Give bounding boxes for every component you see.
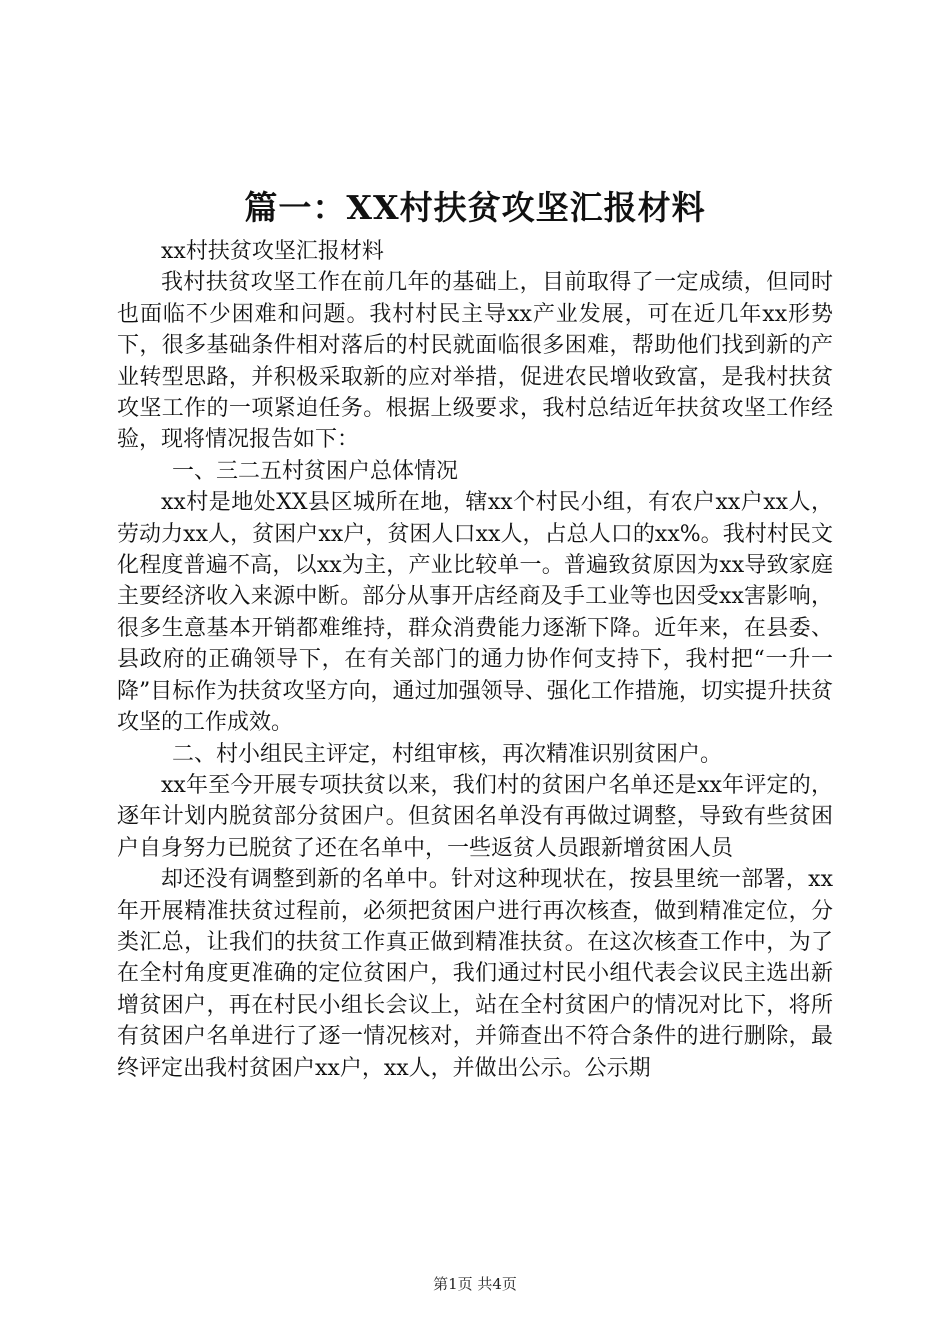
section-heading: 二、村小组民主评定，村组审核，再次精准识别贫困户。 <box>172 741 723 767</box>
document-body <box>117 236 833 1084</box>
body-paragraph: 我村扶贫攻坚工作在前几年的基础上，目前取得了一定成绩，但同时也面临不少困难和问题。我村村民主导xx产业发展，可在近几年xx形势下，很多基础条件相对落后的村民就面临很多困难，帮助他们找到新的产业转型思路，并积极采取新的应对举措，促进农民增收致富，是我村扶贫攻坚工作的一项紧迫任务。根据上级要求，我村总结近年扶贫攻坚工作经验，现将情况报告如下： <box>117 270 833 453</box>
body-paragraph: xx村是地处XX县区城所在地，辖xx个村民小组，有农户xx户xx人，劳动力xx人，贫困户xx户，贫困人口xx人，占总人口的xx%。我村村民文化程度普遍不高，以xx为主，产业比较单一。普遍致贫原因为xx导致家庭主要经济收入来源中断。部分从事开店经商及手工业等也因受xx害影响，很多生意基本开销都难维持，群众消费能力逐渐下降。近年来，在县委、县政府的正确领导下，在有关部门的通力协作何支持下，我村把“一升一降”目标作为扶贫攻坚方向，通过加强领导、强化工作措施，切实提升扶贫攻坚的工作成效。 <box>117 490 833 736</box>
body-paragraph: xx年至今开展专项扶贫以来，我们村的贫困户名单还是xx年评定的，逐年计划内脱贫部分贫困户。但贫困名单没有再做过调整，导致有些贫困户自身努力已脱贫了还在名单中，一些返贫人员跟新增贫困人员 <box>117 772 833 861</box>
section-heading: 一、三二五村贫困户总体情况 <box>172 458 459 484</box>
body-paragraph: xx村扶贫攻坚汇报材料 <box>161 239 384 264</box>
page-footer: 第1页 共4页 <box>433 1275 517 1293</box>
body-paragraph: 却还没有调整到新的名单中。针对这种现状在，按县里统一部署，xx年开展精准扶贫过程前，必须把贫困户进行再次核查，做到精准定位，分类汇总，让我们的扶贫工作真正做到精准扶贫。在这次核查工作中，为了在全村角度更准确的定位贫困户，我们通过村民小组代表会议民主选出新增贫困户，再在村民小组长会议上，站在全村贫困户的情况对比下，将所有贫困户名单进行了逐一情况核对，并筛查出不符合条件的进行删除，最终评定出我村贫困户xx户，xx人，并做出公示。公示期 <box>117 867 833 1081</box>
document-title: 篇一：XX村扶贫攻坚汇报材料 <box>244 188 706 227</box>
